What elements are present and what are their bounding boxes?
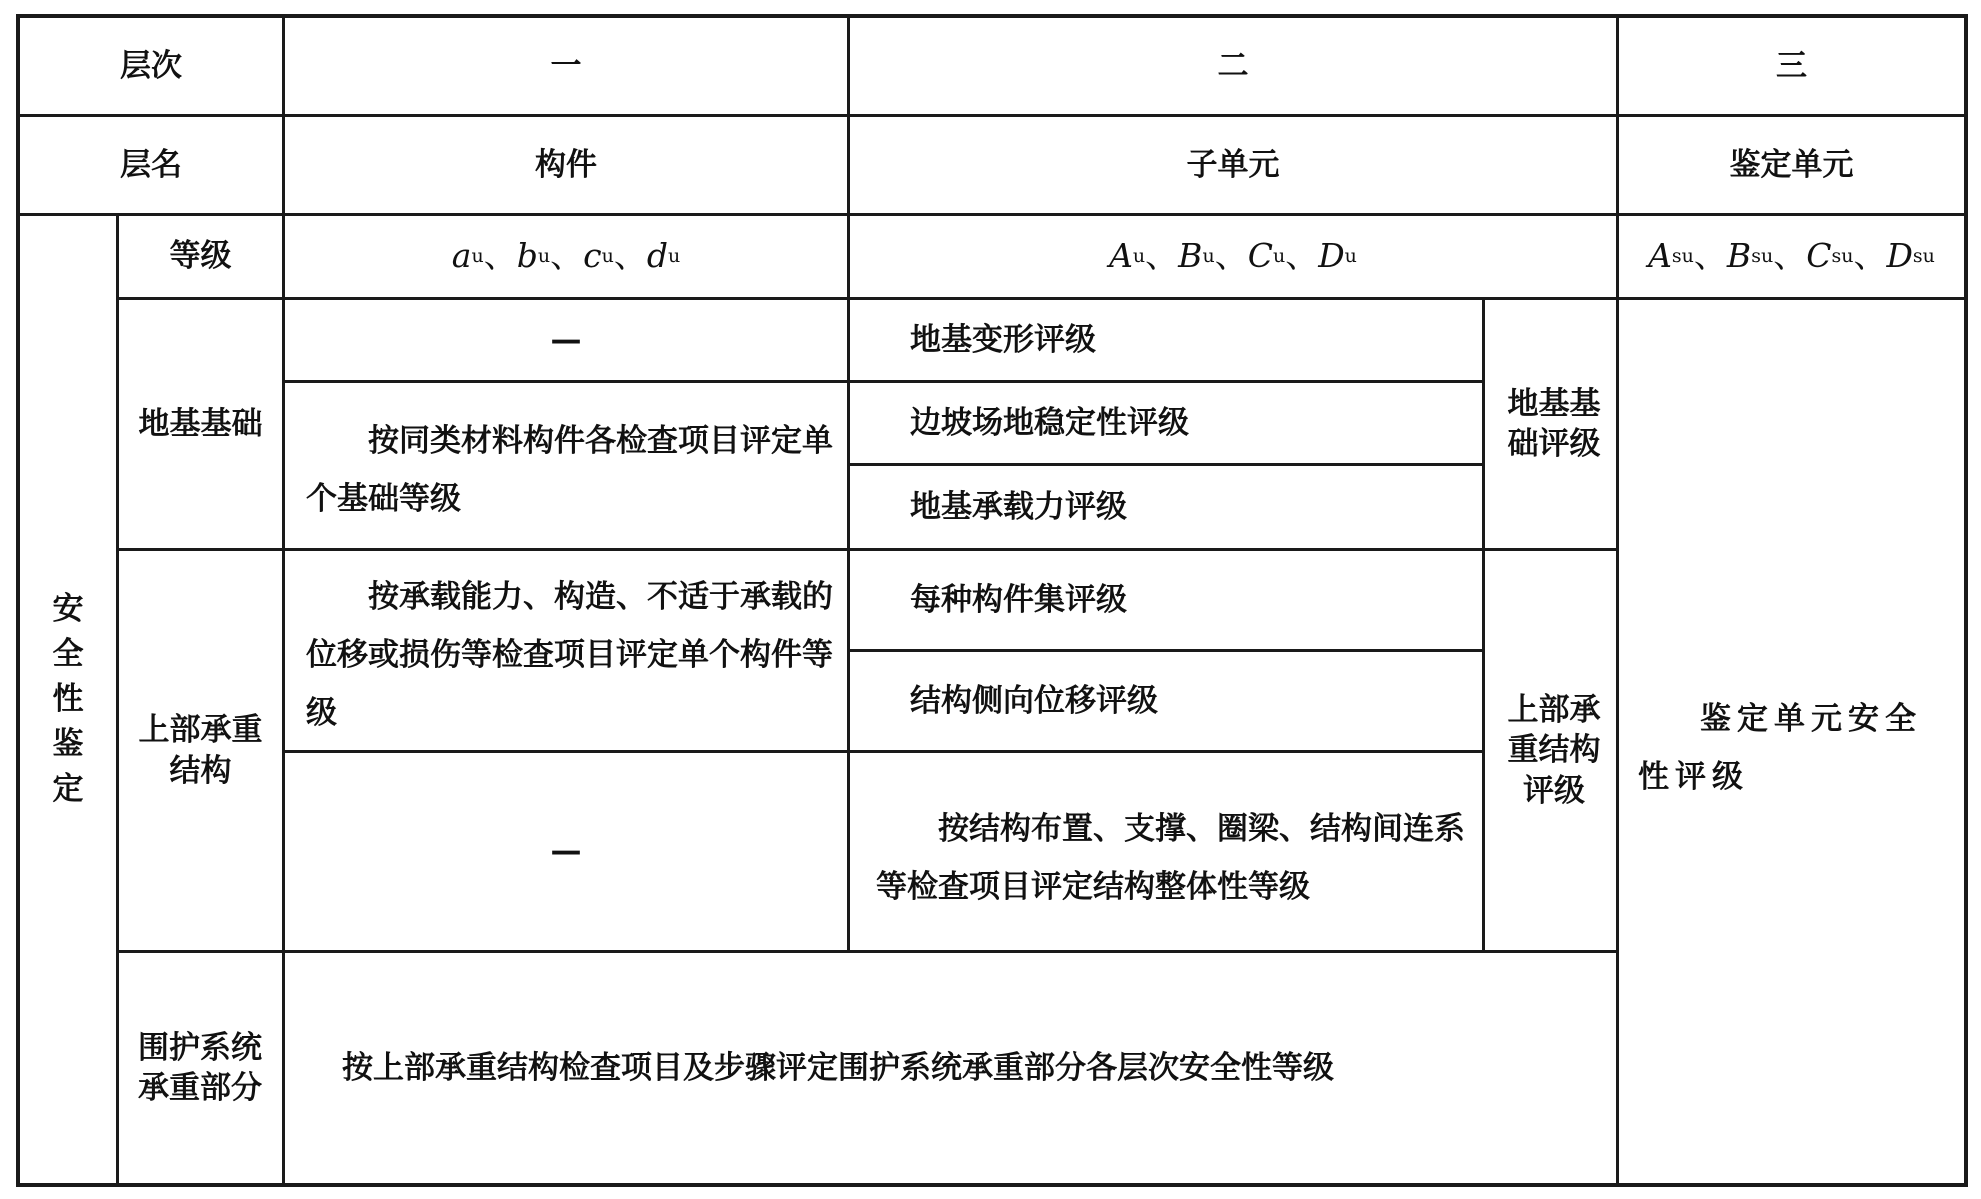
grade-letter: c — [583, 236, 602, 276]
grade-separator: 、 — [1773, 236, 1807, 276]
grade-subscript: su — [1831, 245, 1854, 268]
grade-separator: 、 — [1285, 236, 1319, 276]
safety-assessment-side-label — [20, 216, 116, 1183]
level-two: 二 — [1217, 47, 1249, 84]
superstructure-label: 上部承重结构 — [138, 712, 263, 789]
layer-name-label: 层名 — [120, 146, 182, 183]
side-char: 定 — [52, 770, 84, 807]
grade-subscript: su — [1751, 245, 1774, 268]
foundation-item: 地基变形评级 — [910, 321, 1096, 358]
grade-letter: b — [516, 236, 538, 276]
table-border — [1964, 14, 1968, 1187]
grade-subscript: u — [1202, 245, 1215, 268]
grade-separator: 、 — [483, 236, 517, 276]
grade-letter: A — [1109, 236, 1133, 276]
foundation-member-dash: — — [550, 321, 582, 358]
level-three: 三 — [1776, 47, 1807, 84]
grade-subscript: u — [537, 245, 551, 268]
side-char: 鉴 — [52, 725, 84, 762]
unit-safety-result: 鉴定单元安全性评级 — [1638, 701, 1922, 795]
grade-letter: a — [451, 236, 472, 276]
superstructure-item: 结构侧向位移评级 — [910, 682, 1158, 719]
grade-separator: 、 — [613, 236, 647, 276]
grade-subscript: u — [1272, 245, 1286, 268]
unit-grades — [1619, 216, 1964, 297]
subunit-grades — [850, 216, 1616, 297]
table-rule — [1482, 297, 1485, 952]
grade-subscript: u — [667, 245, 681, 268]
grade-letter: C — [1806, 236, 1832, 276]
grade-label: 等级 — [169, 238, 232, 275]
grade-subscript: u — [601, 245, 614, 268]
superstructure-summary: 上部承重结构评级 — [1507, 692, 1601, 809]
grade-subscript: su — [1912, 245, 1935, 268]
side-char: 安 — [52, 591, 84, 628]
grade-separator: 、 — [1853, 236, 1887, 276]
grade-separator: 、 — [550, 236, 584, 276]
foundation-member-text: 按同类材料构件各检查项目评定单个基础等级 — [306, 423, 833, 517]
grade-letter: B — [1178, 236, 1203, 276]
grade-subscript: su — [1671, 245, 1694, 268]
superstructure-member-text: 按承载能力、构造、不适于承载的位移或损伤等检查项目评定单个构件等级 — [306, 579, 833, 731]
grade-letter: D — [1318, 236, 1345, 276]
side-char: 全 — [52, 636, 84, 673]
superstructure-item: 每种构件集评级 — [910, 581, 1127, 618]
grade-subscript: u — [471, 245, 484, 268]
grade-subscript: u — [1132, 245, 1146, 268]
enclosure-label: 围护系统承重部分 — [138, 1029, 262, 1106]
side-char: 性 — [52, 681, 84, 718]
grade-letter: d — [646, 236, 668, 276]
foundation-summary: 地基基础评级 — [1507, 385, 1601, 462]
grade-separator: 、 — [1214, 236, 1248, 276]
layer-name-unit: 鉴定单元 — [1729, 146, 1854, 183]
foundation-label: 地基基础 — [138, 405, 263, 442]
superstructure-member-dash: — — [550, 833, 582, 870]
enclosure-text: 按上部承重结构检查项目及步骤评定围护系统承重部分各层次安全性等级 — [342, 1049, 1334, 1086]
member-grades — [285, 216, 847, 297]
foundation-item: 边坡场地稳定性评级 — [910, 404, 1189, 441]
grade-letter: A — [1648, 236, 1672, 276]
level-one: 一 — [550, 47, 582, 84]
grade-letter: B — [1726, 236, 1752, 276]
level-header-label: 层次 — [120, 47, 182, 84]
foundation-item: 地基承载力评级 — [910, 488, 1127, 525]
layer-name-subunit: 子单元 — [1186, 146, 1280, 183]
layer-name-member: 构件 — [535, 146, 597, 183]
grade-separator: 、 — [1693, 236, 1727, 276]
grade-letter: C — [1247, 236, 1273, 276]
grade-letter: D — [1886, 236, 1913, 276]
grade-separator: 、 — [1145, 236, 1179, 276]
table-border — [16, 1183, 1968, 1187]
superstructure-item: 按结构布置、支撑、圈梁、结构间连系等检查项目评定结构整体性等级 — [876, 811, 1465, 905]
grade-subscript: u — [1344, 245, 1357, 268]
